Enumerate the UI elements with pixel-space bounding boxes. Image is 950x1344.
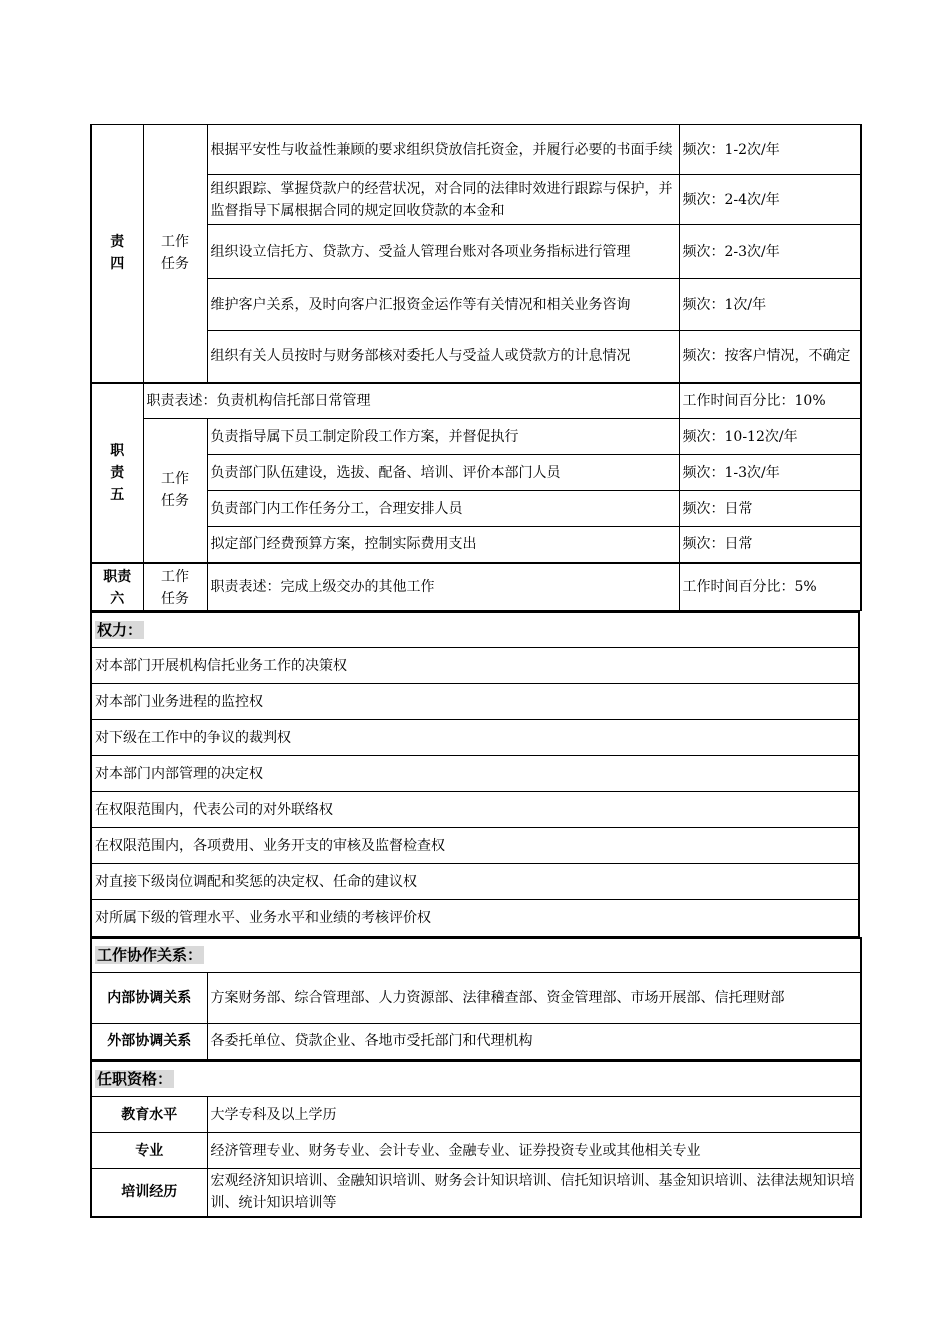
duty5-task-3: 负责部门内工作任务分工，合理安排人员 xyxy=(207,491,679,527)
power-item-2: 对本部门业务进程的监控权 xyxy=(91,684,859,720)
duty5-task-1: 负责指导属下员工制定阶段工作方案，并督促执行 xyxy=(207,419,679,455)
duty5-freq-3: 频次：日常 xyxy=(679,491,861,527)
duty5-task-label: 工作 任务 xyxy=(143,419,207,563)
duty4-task-label: 工作 任务 xyxy=(143,125,207,383)
duty4-task-2 xyxy=(207,175,679,225)
duty4-label: 责 四 xyxy=(91,125,143,383)
duty6-label: 职责 六 xyxy=(103,568,132,607)
external-relations-label: 外部协调关系 xyxy=(91,1023,207,1059)
major-value: 经济管理专业、财务专业、会计专业、金融专业、证券投资专业或其他相关专业 xyxy=(207,1133,861,1169)
powers-heading xyxy=(91,612,859,648)
duty4-task-4: 维护客户关系，及时向客户汇报资金运作等有关情况和相关业务咨询 xyxy=(207,279,679,331)
duty4-freq-1: 频次：1-2次/年 xyxy=(679,125,861,175)
duty5-freq-4: 频次：日常 xyxy=(679,527,861,563)
duty5-task-4: 拟定部门经费预算方案，控制实际费用支出 xyxy=(207,527,679,563)
duty4-freq-3: 频次：2-3次/年 xyxy=(679,225,861,279)
internal-relations-value: 方案财务部、综合管理部、人力资源部、法律稽查部、资金管理部、市场开展部、信托理财部 xyxy=(207,972,861,1023)
duty5-freq-1: 频次：10-12次/年 xyxy=(679,419,861,455)
duty6-description: 职责表述：完成上级交办的其他工作 xyxy=(207,563,679,611)
duty4-task-5: 组织有关人员按时与财务部核对委托人与受益人或贷款方的计息情况 xyxy=(207,331,679,383)
duty5-time-percent: 工作时间百分比：10% xyxy=(679,383,861,419)
duty4-task-1: 根据平安性与收益性兼顾的要求组织贷放信托资金，并履行必要的书面手续 xyxy=(207,125,679,175)
cooperation-heading xyxy=(91,938,861,972)
qualifications-heading-text: 任职资格： xyxy=(97,1069,173,1088)
education-label: 教育水平 xyxy=(91,1097,207,1133)
duty4-freq-5: 频次：按客户情况，不确定 xyxy=(679,331,861,383)
internal-relations-label: 内部协调关系 xyxy=(91,972,207,1023)
cooperation-table xyxy=(90,937,862,1060)
training-value: 宏观经济知识培训、金融知识培训、财务会计知识培训、信托知识培训、基金知识培训、法律法规知识培训、统计知识培训等 xyxy=(207,1169,861,1217)
power-item-8: 对所属下级的管理水平、业务水平和业绩的考核评价权 xyxy=(91,900,859,937)
qualifications-heading xyxy=(91,1061,861,1097)
duty5-freq-2: 频次：1-3次/年 xyxy=(679,455,861,491)
duty6-task-label: 工作 任务 xyxy=(161,568,189,607)
duty6-time-percent: 工作时间百分比：5% xyxy=(679,563,861,611)
powers-heading-text: 权力： xyxy=(97,620,143,639)
education-value: 大学专科及以上学历 xyxy=(207,1097,861,1133)
power-item-7: 对直接下级岗位调配和奖惩的决定权、任命的建议权 xyxy=(91,864,859,900)
duty5-label: 职 责 五 xyxy=(91,383,143,563)
duty6-task-label-cell xyxy=(143,563,207,611)
power-item-4: 对本部门内部管理的决定权 xyxy=(91,756,859,792)
duty5-task-2: 负责部门队伍建设，选拔、配备、培训、评价本部门人员 xyxy=(207,455,679,491)
powers-table xyxy=(90,611,860,938)
cooperation-heading-text: 工作协作关系： xyxy=(97,946,203,965)
duty4-task-2-text: 组织跟踪、掌握贷款户的经营状况，对合同的法律时效进行跟踪与保护，并监督指导下属根据合同的规定回收贷款的本金和 xyxy=(210,180,673,219)
duty4-freq-4: 频次：1次/年 xyxy=(679,279,861,331)
power-item-3: 对下级在工作中的争议的裁判权 xyxy=(91,720,859,756)
power-item-5: 在权限范围内，代表公司的对外联络权 xyxy=(91,792,859,828)
job-description-document xyxy=(90,124,860,1218)
duty4-freq-2: 频次：2-4次/年 xyxy=(679,175,861,225)
major-label: 专业 xyxy=(91,1133,207,1169)
power-item-6: 在权限范围内，各项费用、业务开支的审核及监督检查权 xyxy=(91,828,859,864)
qualifications-table xyxy=(90,1060,862,1218)
duty4-task-3: 组织设立信托方、贷款方、受益人管理台账对各项业务指标进行管理 xyxy=(207,225,679,279)
duty5-description: 职责表述：负责机构信托部日常管理 xyxy=(143,383,679,419)
power-item-1: 对本部门开展机构信托业务工作的决策权 xyxy=(91,648,859,684)
duty6-label-cell xyxy=(91,563,143,611)
external-relations-value: 各委托单位、贷款企业、各地市受托部门和代理机构 xyxy=(207,1023,861,1059)
duties-table xyxy=(90,124,862,611)
training-label: 培训经历 xyxy=(91,1169,207,1217)
